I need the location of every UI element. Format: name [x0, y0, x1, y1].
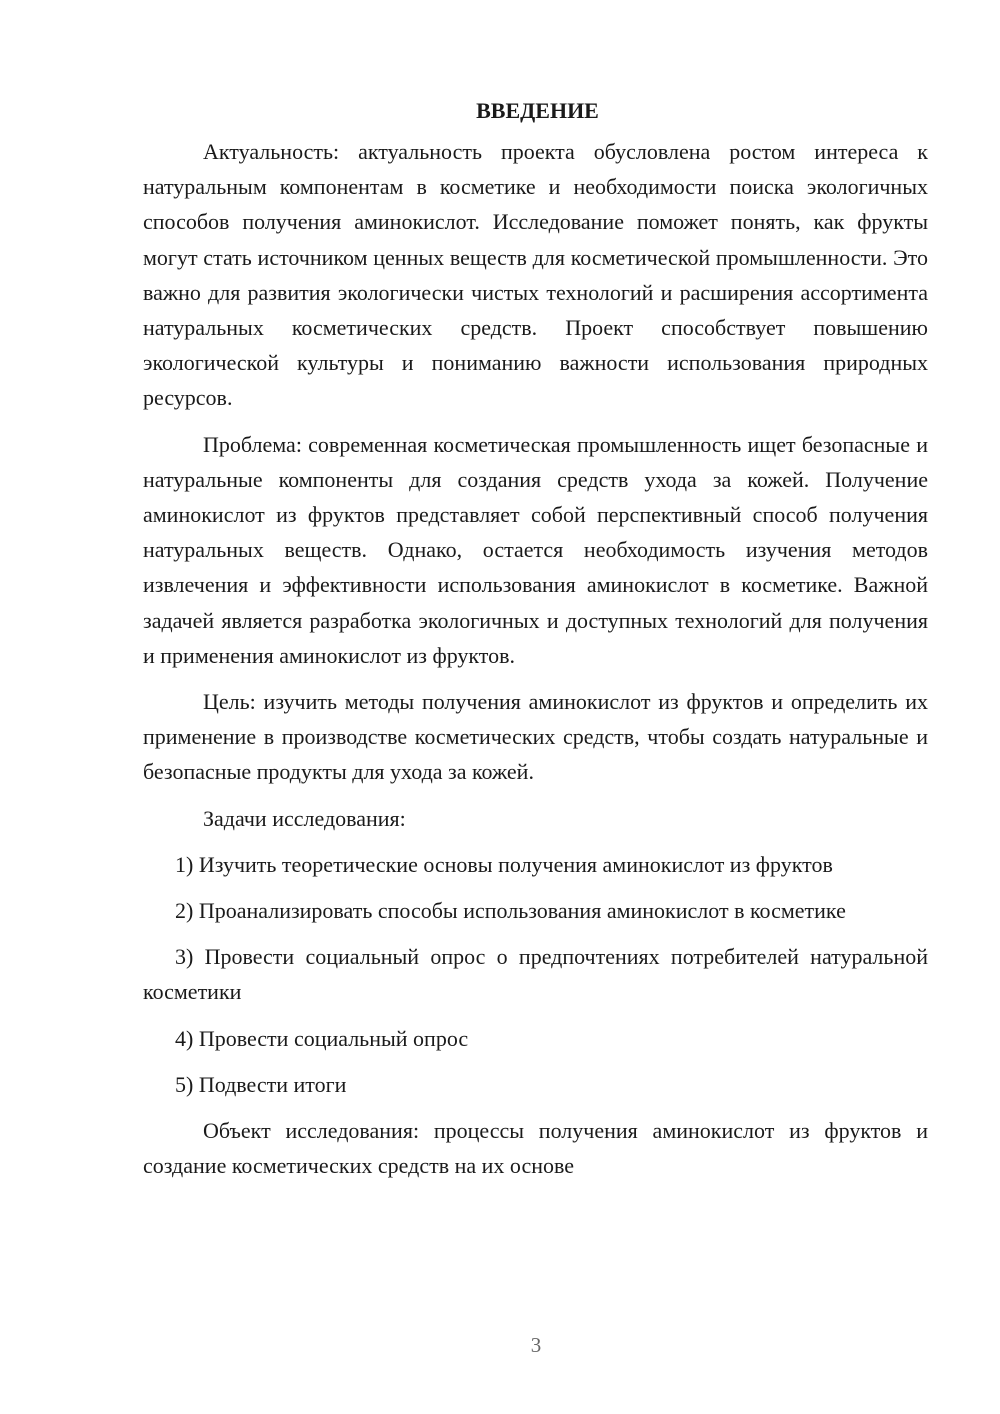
- task-item: 3) Провести социальный опрос о предпочтениях потребителей натуральной косметики: [143, 944, 928, 1005]
- task-item: 5) Подвести итоги: [175, 1071, 347, 1097]
- task-item: 1) Изучить теоретические основы получения аминокислот из фруктов: [175, 851, 833, 877]
- tasks-title: Задачи исследования:: [203, 805, 406, 831]
- task-item: 2) Проанализировать способы использования аминокислот в косметике: [175, 898, 846, 924]
- paragraph-goal: Цель: изучить методы получения аминокислот из фруктов и определить их применение в производстве косметических средств, чтобы создать натуральные и безопасные продукты для ухода за кожей.: [143, 689, 928, 785]
- paragraph-relevance: Актуальность: актуальность проекта обусловлена ростом интереса к натуральным компонентам в косметике и необходимости поиска экологичных способов получения аминокислот. Исследование поможет понять, как фрукты могут стать источником ценных веществ для косметической промышленности. Это важно для развития экологически чистых технологий и расширения ассортимента натуральных косметических средств. Проект способствует повышению экологической культуры и пониманию важности использования природных ресурсов.: [143, 139, 928, 411]
- paragraph-object: Объект исследования: процессы получения аминокислот из фруктов и создание косметических средств на их основе: [143, 1118, 928, 1179]
- page-number: 3: [530, 1333, 542, 1357]
- section-heading: ВВЕДЕНИЕ: [476, 98, 599, 123]
- paragraph-problem: Проблема: современная косметическая промышленность ищет безопасные и натуральные компоненты для создания средств ухода за кожей. Получение аминокислот из фруктов представляет собой перспективный способ получения натуральных веществ. Однако, остается необходимость изучения методов извлечения и эффективности использования аминокислот в косметике. Важной задачей является разработка экологичных и доступных технологий для получения и применения аминокислот из фруктов.: [143, 431, 928, 668]
- document-page: [143, 93, 928, 1194]
- task-item: 4) Провести социальный опрос: [175, 1025, 469, 1051]
